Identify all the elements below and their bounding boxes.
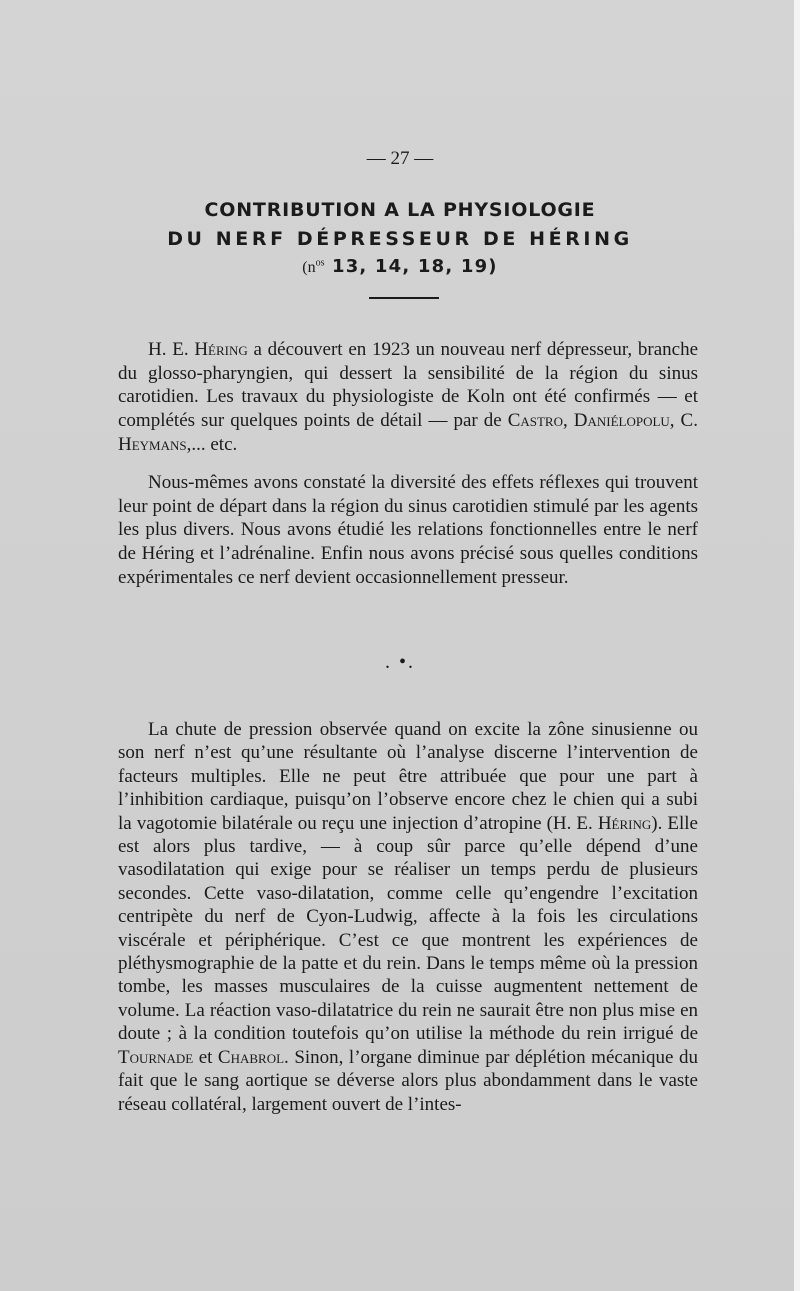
title-numero-prefix: ($n^{os}$ <box>302 257 325 276</box>
title-line-2: DU NERF DÉPRESSEUR DE HÉRING <box>167 228 633 250</box>
author-danielopolu: Daniélopolu <box>573 410 670 432</box>
paragraph-2: Nous-mêmes avons constaté la diversité des effets réflexes qui trouvent leur point de départ dans la région du sinus carotidien stimulé par les agents les plus divers. Nous avons étudié les relations fonctionnelles entre le nerf de Héring et l’adrénaline. Enfin nous avons précisé sous quelles conditions expérimentales ce nerf devient occasionnellement presseur. <box>118 472 698 588</box>
author-heymans: Heymans <box>118 433 187 455</box>
paragraph-1: H. E. Héring a découvert en 1923 un nouveau nerf dépresseur, branche du glosso-pharyngien, qui dessert la sensibilité de la région du sinus carotidien. Les travaux du physiologiste de Koln ont été confirmés — et complétés sur quelques points de détail — par de Castro, Daniélopolu, C. Heymans,... etc. <box>118 339 698 455</box>
title-line-3 <box>0 256 800 277</box>
paragraph-3: La chute de pression observée quand on excite la zône sinusienne ou son nerf n’est qu’une résultante où l’analyse discerne l’intervention de facteurs multiples. Elle ne peut être attribuée que pour une part à l’inhibition cardiaque, puisqu’on l’observe encore chez le chien qui a subi la vagotomie bilatérale ou reçu une injection d’atropine (H. E. Héring). Elle est alors plus tardive, — à coup sûr parce qu’elle dépend d’une vasodilatation qui exige pour se réaliser un temps perdu de plusieurs secondes. Cette vaso-dilatation, comme celle qu’engendre l’excitation centripète du nerf de Cyon-Ludwig, affecte à la fois les circulations viscérale et périphérique. C’est ce que montrent les expériences de pléthysmographie de la patte et du rein. Dans le temps même où la pression tombe, les masses musculaires de la cuisse augmentent nettement de volume. La réaction vaso-dilatatrice du rein ne saurait être non plus mise en doute ; à la condition toutefois qu’on utilise la méthode du rein irrigué de Tournade et Chabrol. Sinon, l’organe diminue par déplétion mécanique du fait que le sang aortique se déverse alors plus abondamment dans le vaste réseau collatéral, largement ouvert de l’intes- <box>118 719 698 1115</box>
title-rule <box>369 297 439 299</box>
page-number: — 27 — <box>366 148 434 169</box>
section-separator: . •. <box>384 651 415 673</box>
title-numbers: 13, 14, 18, 19) <box>324 256 498 277</box>
author-chabrol: Chabrol <box>217 1046 285 1068</box>
title-numero-sup: os <box>315 257 325 269</box>
page-edge <box>794 0 800 1291</box>
author-hering-2: Héring <box>597 812 652 834</box>
author-hering: Héring <box>194 339 248 360</box>
author-tournade: Tournade <box>118 1046 194 1068</box>
author-castro: Castro <box>507 410 563 432</box>
title-line-1: CONTRIBUTION A LA PHYSIOLOGIE <box>204 199 596 221</box>
